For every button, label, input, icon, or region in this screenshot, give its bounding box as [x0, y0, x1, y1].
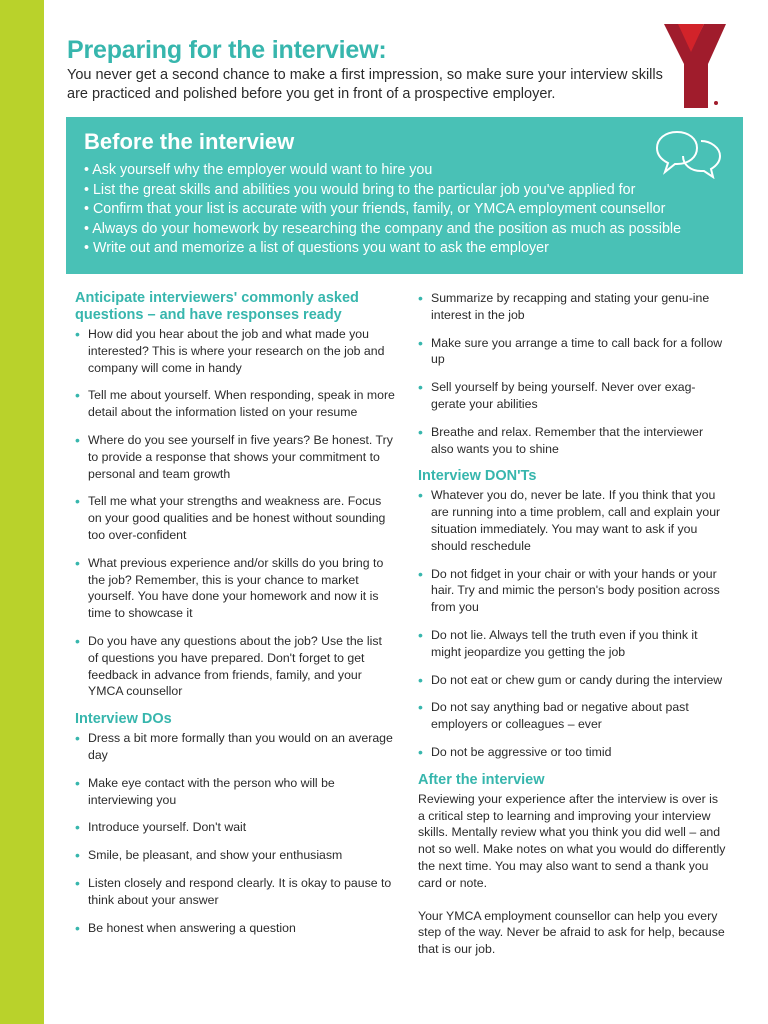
- list-item: • List the great skills and abilities you would bring to the particular job you've applied for: [84, 181, 636, 198]
- list-item: • Tell me about yourself. When responding, speak in more detail about the information listed on your resume: [75, 387, 395, 421]
- before-interview-title: Before the interview: [84, 129, 295, 154]
- list-item: • Ask yourself why the employer would want to hire you: [84, 162, 433, 178]
- list-item: • What previous experience and/or skills do you bring to the job? Remember, this is your chance to market yourself. You have done your homework and now it is time to showcase it: [75, 555, 395, 622]
- list-item: • Do not fidget in your chair or with your hands or your hair. Try and mimic the person's body position across from you: [418, 566, 728, 616]
- list-item: • Make sure you arrange a time to call back for a follow up: [418, 335, 728, 369]
- list-item: • Summarize by recapping and stating your genu-ine interest in the job: [418, 290, 728, 324]
- dos-heading: Interview DOs: [75, 711, 172, 728]
- list-item: • Listen closely and respond clearly. It is okay to pause to think about your answer: [75, 875, 395, 909]
- list-item: • Do you have any questions about the job? Use the list of questions you have prepared. Don't forget to get feedback in advance from friends, family, and your YMCA counsellor: [75, 633, 395, 700]
- after-paragraph-2: Your YMCA employment counsellor can help you every step of the way. Never be afraid to ask for help, because that is our job.: [418, 908, 725, 957]
- list-item: • Do not lie. Always tell the truth even if you think it might jeopardize you getting the job: [418, 627, 728, 661]
- list-item: • Tell me what your strengths and weakness are. Focus on your good qualities and be honest without sounding too over-confident: [75, 493, 395, 543]
- dos-continued-list: [418, 290, 728, 457]
- right-column: [418, 290, 728, 958]
- list-item: • Do not eat or chew gum or candy during the interview: [418, 672, 728, 689]
- donts-list: [418, 487, 728, 760]
- list-item: • Write out and memorize a list of questions you want to ask the employer: [84, 240, 549, 257]
- list-item: • Smile, be pleasant, and show your enthusiasm: [75, 847, 395, 864]
- list-item: • Where do you see yourself in five years? Be honest. Try to provide a response that shows your commitment to personal and team growth: [75, 432, 395, 482]
- list-item: • Confirm that your list is accurate with your friends, family, or YMCA employment counsellor: [84, 201, 666, 218]
- side-accent-bar: [0, 0, 44, 1024]
- ymca-y-logo-icon: [664, 24, 726, 108]
- after-paragraph-1: Reviewing your experience after the interview is over is a critical step to learning and improving your interview skills. Mentally review what you think you did well – and not so well. Make notes on what you would do differently the next time. You may also want to send a thank you card or note.: [418, 791, 726, 890]
- list-item: • Do not be aggressive or too timid: [418, 744, 728, 761]
- list-item: • Breathe and relax. Remember that the interviewer also wants you to shine: [418, 424, 728, 458]
- before-interview-box: [66, 117, 743, 274]
- anticipate-list: [75, 326, 395, 700]
- speech-bubbles-icon: [655, 129, 723, 179]
- list-item: • Sell yourself by being yourself. Never over exag-gerate your abilities: [418, 379, 728, 413]
- before-interview-list: [84, 161, 725, 259]
- donts-heading: Interview DON'Ts: [418, 468, 537, 485]
- list-item: • Whatever you do, never be late. If you think that you are running into a time problem, call and explain your situation immediately. You may want to ask if you should reschedule: [418, 487, 728, 554]
- list-item: • Dress a bit more formally than you would on an average day: [75, 730, 395, 764]
- anticipate-heading: Anticipate interviewers' commonly asked questions – and have responses ready: [75, 290, 359, 323]
- list-item: • Make eye contact with the person who will be interviewing you: [75, 775, 395, 809]
- list-item: • Always do your homework by researching the company and the position as much as possible: [84, 220, 682, 237]
- page-title: Preparing for the interview:: [67, 36, 387, 64]
- list-item: • Do not say anything bad or negative about past employers or colleagues – ever: [418, 699, 728, 733]
- list-item: • Be honest when answering a question: [75, 920, 395, 937]
- left-column: [75, 290, 395, 947]
- list-item: • How did you hear about the job and what made you interested? This is where your research on the job and company will come in handy: [75, 326, 395, 376]
- dos-list: [75, 730, 395, 936]
- intro-text: You never get a second chance to make a first impression, so make sure your interview skills are practiced and polished before you get in front of a prospective employer.: [67, 67, 663, 102]
- list-item: • Introduce yourself. Don't wait: [75, 819, 395, 836]
- after-heading: After the interview: [418, 771, 545, 788]
